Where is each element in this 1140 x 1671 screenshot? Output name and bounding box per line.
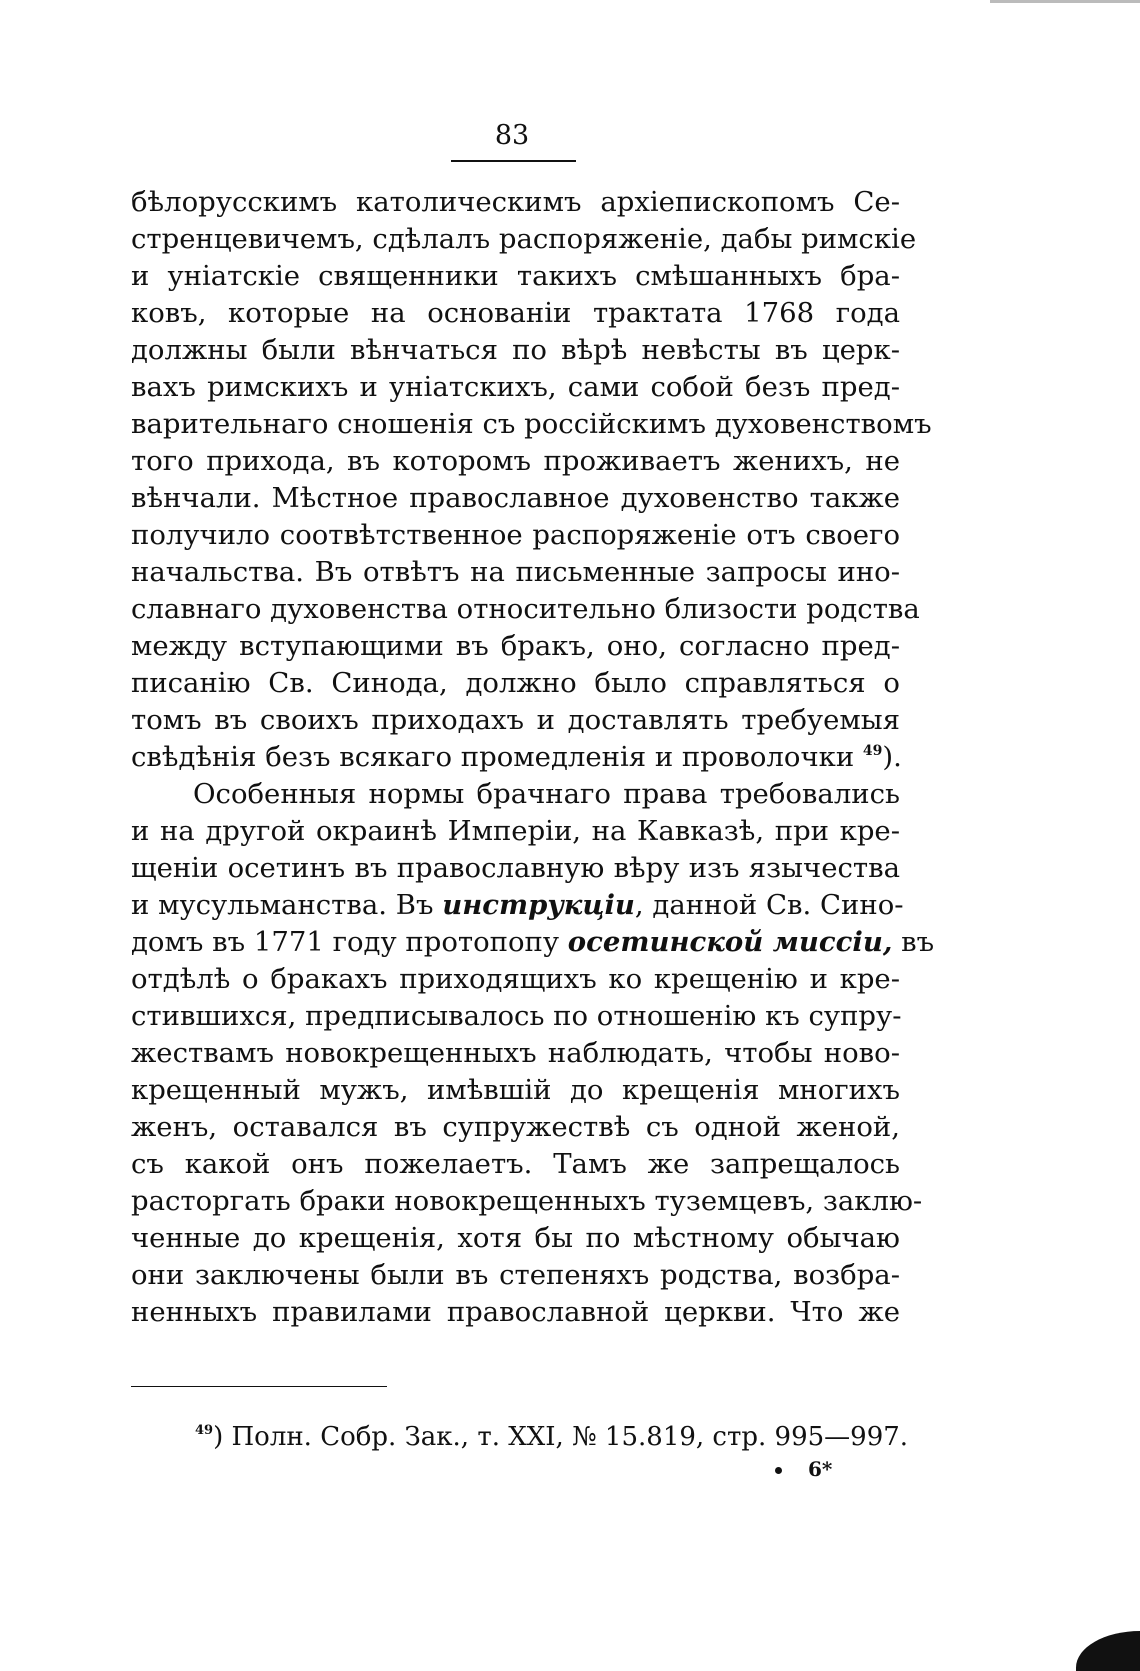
text-line: и уніатскіе священники такихъ смѣшанныхъ бра- xyxy=(131,260,900,292)
text-line: томъ въ своихъ приходахъ и доставлять требуемыя xyxy=(131,704,900,736)
text-line: между вступающими въ бракъ, оно, согласно пред- xyxy=(131,630,900,662)
page-number: 83 xyxy=(494,120,530,151)
text-line-tail: ). xyxy=(882,741,902,773)
scan-edge-artifact-top xyxy=(990,0,1140,3)
text-line: стившихся, предписывалось по отношенію къ супру- xyxy=(131,1000,902,1032)
text-line: они заключены были въ степеняхъ родства, возбра- xyxy=(131,1259,900,1291)
signature-mark xyxy=(775,1455,875,1483)
text-line: стренцевичемъ, сдѣлалъ распоряженіе, дабы римскіе xyxy=(131,223,917,255)
text-line: Особенныя нормы брачнаго права требовались xyxy=(193,778,900,810)
text-line: вѣнчали. Мѣстное православное духовенство также xyxy=(131,482,900,514)
text-line: расторгать браки новокрещенныхъ туземцевъ, заклю- xyxy=(131,1185,923,1217)
emphasized-term: осетинской миссіи, xyxy=(567,926,893,958)
text-line: писанію Св. Синода, должно было справляться о xyxy=(131,667,900,699)
footnote-reference: 49 xyxy=(862,743,883,759)
footnote-number: 49 xyxy=(195,1423,214,1438)
dot-mark xyxy=(775,1467,782,1474)
footnote-rule xyxy=(131,1386,387,1387)
paragraph-1 xyxy=(131,184,932,739)
text-line: варительнаго сношенія съ россійскимъ духовенствомъ xyxy=(131,408,932,440)
text-line: того прихода, въ которомъ проживаетъ женихъ, не xyxy=(131,445,900,477)
footnote-text: ) Полн. Собр. Зак., т. XXI, № 15.819, стр. 995—997. xyxy=(213,1422,909,1452)
text-line: ченные до крещенія, хотя бы по мѣстному обычаю xyxy=(131,1222,900,1254)
text-line: крещенный мужъ, имѣвшій до крещенія многихъ xyxy=(131,1074,900,1106)
text-line: должны были вѣнчаться по вѣрѣ невѣсты въ церк- xyxy=(131,334,900,366)
footnote xyxy=(195,1420,909,1454)
text-line: женъ, оставался въ супружествѣ съ одной женой, xyxy=(131,1111,900,1143)
emphasized-term: инструкціи xyxy=(442,889,635,921)
text-line xyxy=(131,887,904,924)
text-line: славнаго духовенства относительно близости родства xyxy=(131,593,920,625)
text-segment: , данной Св. Сино- xyxy=(634,889,904,921)
text-segment: и мусульманства. Въ xyxy=(131,889,443,921)
text-line xyxy=(131,924,935,961)
text-line: отдѣлѣ о бракахъ приходящихъ ко крещенію и кре- xyxy=(131,963,900,995)
scan-edge-artifact xyxy=(1076,1631,1140,1671)
text-line: щеніи осетинъ въ православную вѣру изъ язычества xyxy=(131,852,900,884)
paragraph-2-rest xyxy=(131,961,923,1331)
text-line xyxy=(131,739,900,776)
text-line: жествамъ новокрещенныхъ наблюдать, чтобы ново- xyxy=(131,1037,900,1069)
text-line: съ какой онъ пожелаетъ. Тамъ же запрещалось xyxy=(131,1148,900,1180)
text-line: вахъ римскихъ и уніатскихъ, сами собой безъ пред- xyxy=(131,371,900,403)
signature-label: 6* xyxy=(808,1457,833,1481)
text-line-content: свѣдѣнія безъ всякаго промедленія и проволочки xyxy=(131,741,855,773)
text-line: и на другой окраинѣ Имперіи, на Кавказѣ, при кре- xyxy=(131,815,900,847)
text-line: ненныхъ правилами православной церкви. Что же xyxy=(131,1296,900,1328)
body-text xyxy=(131,184,935,1331)
text-line: бѣлорусскимъ католическимъ архіепископомъ Се- xyxy=(131,186,900,218)
text-line: начальства. Въ отвѣтъ на письменные запросы ино- xyxy=(131,556,900,588)
text-segment: въ xyxy=(892,926,935,958)
text-line: получило соотвѣтственное распоряженіе отъ своего xyxy=(131,519,900,551)
text-line: ковъ, которые на основаніи трактата 1768 года xyxy=(131,297,900,329)
header-rule xyxy=(451,160,576,162)
text-segment: домъ въ 1771 году протопопу xyxy=(131,926,568,958)
